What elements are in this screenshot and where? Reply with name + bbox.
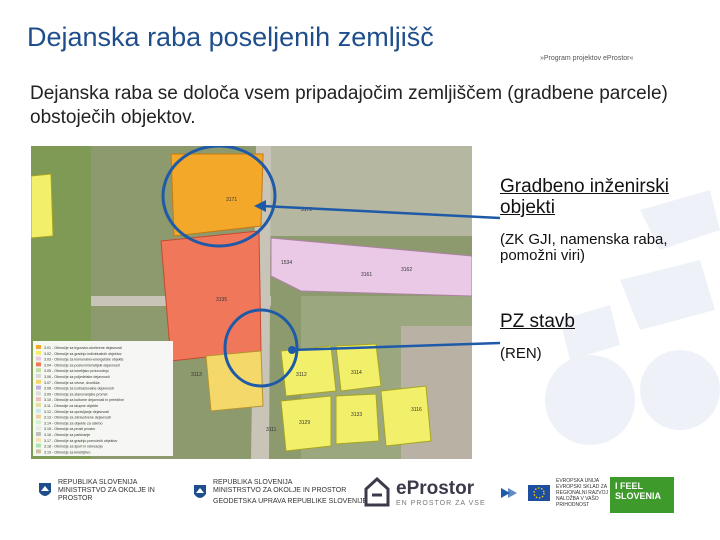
ifeel-line2: SLOVENIA xyxy=(615,491,662,501)
legend-item: 3.04 - Območje za poslovni kmetijski dejavnosti xyxy=(44,363,120,368)
eu-text: EVROPSKA UNIJA EVROPSKI SKLAD ZA REGIONALNI RAZVOJ NALOŽBA V VAŠO PRIHODNOST xyxy=(556,478,608,508)
legend-item: 3.14 - Območje za objekte za oskrbo xyxy=(44,421,103,426)
eprostor-house-icon xyxy=(364,477,390,507)
ministry-2-line2: MINISTRSTVO ZA OKOLJE IN PROSTOR xyxy=(213,487,347,494)
legend-item: 3.17 - Območje za gradnjo pomožnih objektov xyxy=(44,438,118,443)
ifeel-line1: I FEEL xyxy=(615,481,644,491)
parcel-label: 1534 xyxy=(281,260,293,266)
legend-item: 3.07 - Območje za vrtove, dvorišča xyxy=(44,380,100,385)
legend-item: 3.03 - Območje za komunalno-energetske objekte xyxy=(44,357,124,362)
eu-ribbon-icon xyxy=(500,486,522,500)
legend-item: 3.15 - Območje za prosti prostor xyxy=(44,427,96,432)
ministry-2-text xyxy=(213,479,367,506)
legend-item: 3.11 - Območje za skupne objekte xyxy=(44,404,99,408)
parcel-label: 3161 xyxy=(361,272,373,278)
i-feel-slovenia-logo xyxy=(610,477,674,513)
eu-logo xyxy=(500,478,618,508)
parcel-label: 3116 xyxy=(411,407,422,413)
eu-flag-icon xyxy=(528,485,550,501)
legend-item: 3.09 - Območje za stanovanjske promet xyxy=(44,392,108,397)
legend-item: 3.10 - Območje za kulturne dejavnosti in prireditve xyxy=(44,398,124,403)
intro-text: Dejanska raba se določa vsem pripadajočim zemljiščem (gradbene parcele) obstoječih objektov. xyxy=(30,83,668,128)
eprostor-sub: EN PROSTOR ZA VSE xyxy=(396,499,486,507)
legend-item: 3.12 - Območje za opravljanje dejavnosti xyxy=(44,409,109,414)
parcel-label: 3129 xyxy=(299,420,311,426)
slovenia-coat-of-arms-icon xyxy=(38,482,52,500)
callout-title-pz: PZ stavb xyxy=(500,311,575,332)
legend-item: 3.01 - Območje za trgovsko-storitvene dejavnosti xyxy=(44,346,122,350)
parcel-label: 3114 xyxy=(351,370,362,376)
callout-title-gji: Gradbeno inženirski objekti xyxy=(500,176,669,218)
legend-item: 3.08 - Območje za izobraževalne dejavnosti xyxy=(44,386,114,391)
eprostor-logo xyxy=(364,477,486,507)
parcel-label: 3171 xyxy=(226,197,238,203)
legend-item: 3.16 - Območje za parkiranje xyxy=(44,433,91,437)
parcel-label: 3113 xyxy=(191,372,202,378)
program-tag: »Program projektov eProstor« xyxy=(540,55,634,62)
callout-text-pz: (REN) xyxy=(500,345,542,362)
callout-text-gji: (ZK GJI, namenska raba, pomožni viri) xyxy=(500,231,668,264)
ministry-logo-2 xyxy=(193,479,367,506)
parcel-label: 3111 xyxy=(266,427,277,433)
legend-item: 3.05 - Območje za kmetijsko proizvodnjo xyxy=(44,369,109,374)
parcel-label: 3172 xyxy=(301,207,313,213)
parcel-label: 3133 xyxy=(351,412,363,418)
legend-item: 3.18 - Območje za šport in rekreacijo xyxy=(44,444,103,449)
legend-item: 3.06 - Območje za poljedelske dejavnosti xyxy=(44,375,110,379)
ministry-2-line3: GEODETSKA UPRAVA REPUBLIKE SLOVENIJE xyxy=(213,498,368,505)
connector-line-2 xyxy=(292,343,500,350)
connector-arrow-1-icon xyxy=(254,200,266,212)
parcel-label: 3162 xyxy=(401,267,413,273)
eprostor-name: eProstor xyxy=(396,477,475,499)
parcel-label: 3112 xyxy=(296,372,307,378)
ministry-2-line1: REPUBLIKA SLOVENIJA xyxy=(213,479,293,486)
legend-item: 3.13 - Območje za zdravstvene dejavnosti xyxy=(44,415,111,420)
page-title: Dejanska raba poseljenih zemljišč xyxy=(27,22,434,52)
ministry-1-text: REPUBLIKA SLOVENIJA MINISTRSTVO ZA OKOLJE IN PROSTOR xyxy=(58,479,155,502)
legend-item: 3.02 - Območje za gradnjo individualnih objektov xyxy=(44,351,122,356)
connector-line-1 xyxy=(262,206,500,218)
legend-item: 3.19 - Območje za kmetijstvo xyxy=(44,450,91,455)
slovenia-coat-of-arms-icon xyxy=(193,484,207,502)
ministry-logo-1 xyxy=(38,479,168,503)
parcel-label: 3135 xyxy=(216,297,228,303)
connector-dot-2-icon xyxy=(288,346,296,354)
